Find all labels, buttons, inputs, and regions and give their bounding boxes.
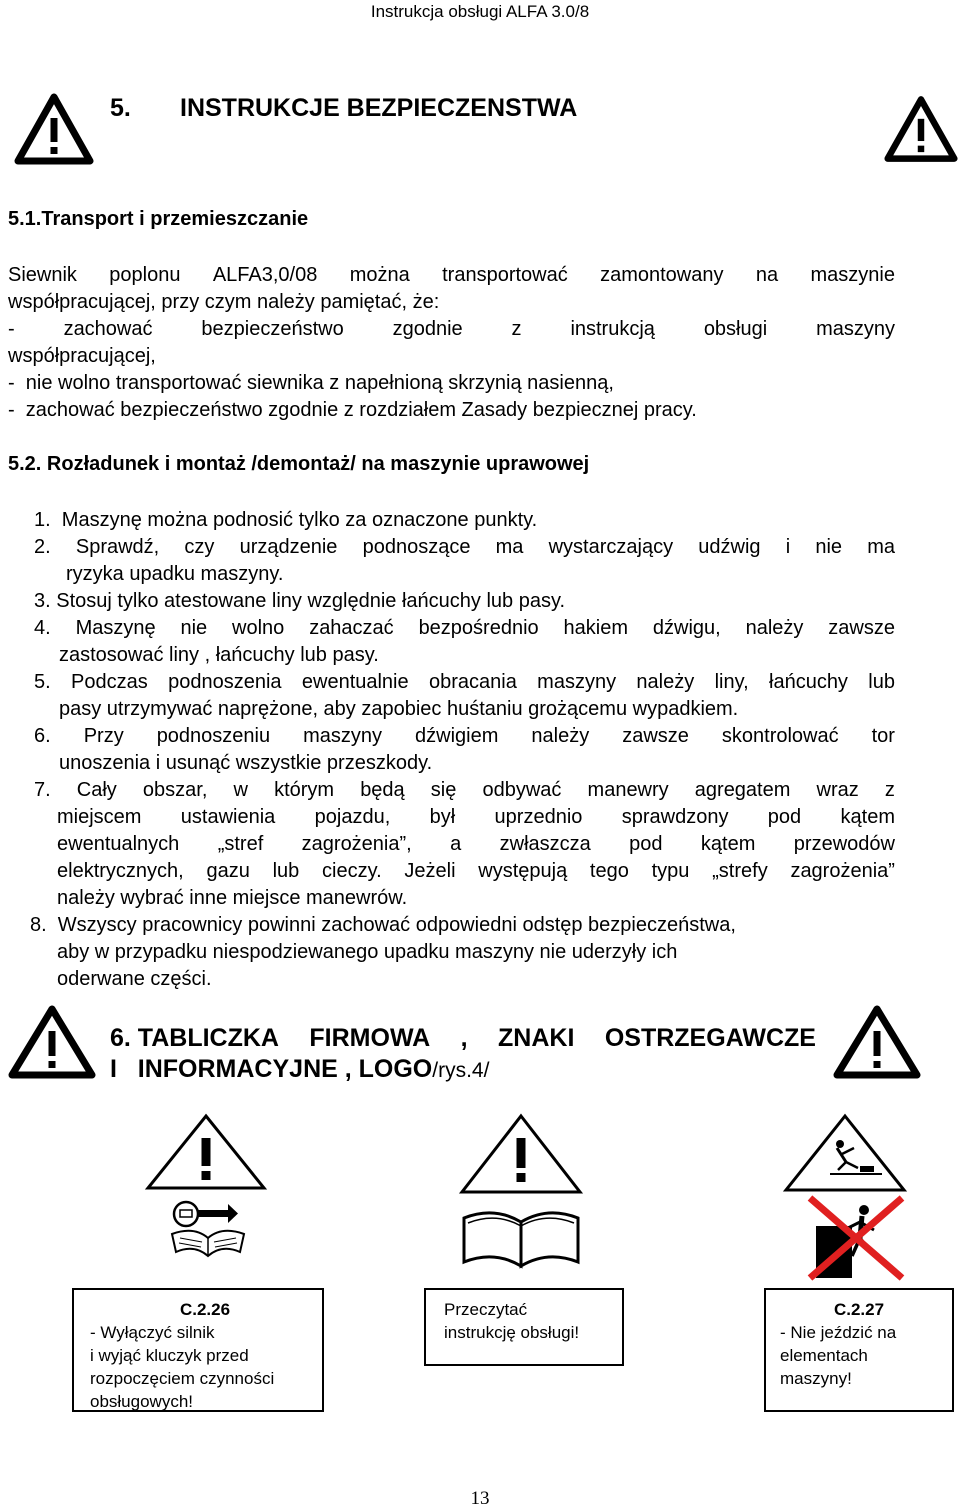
warning-triangle-icon <box>884 92 960 166</box>
word: występują <box>478 860 568 882</box>
word: wystarczający <box>548 536 674 558</box>
word: zamontowany <box>600 264 724 286</box>
s52-item-3: 3. Stosuj tylko atestowane liny względnie łańcuchy lub pasy. <box>34 590 566 612</box>
word: zagrożenia”, <box>301 833 412 855</box>
caption-code: C.2.27 <box>833 1300 885 1319</box>
word: , <box>460 1024 468 1052</box>
word: podnoszące <box>362 536 471 558</box>
s52-item-4-line2: zastosować liny , łańcuchy lub pasy. <box>59 644 379 666</box>
word: nie <box>815 536 843 558</box>
word: będą <box>360 779 405 801</box>
open-book-icon <box>464 1213 578 1266</box>
word: FIRMOWA <box>309 1024 431 1052</box>
word: zwłaszcza <box>499 833 591 855</box>
subsection-5-1-title: 5.1.Transport i przemieszczanie <box>8 208 309 230</box>
word: poplonu <box>109 264 181 286</box>
word: bezpieczeństwo <box>201 318 344 340</box>
s52-item-8-line2: aby w przypadku niespodziewanego upadku maszyny nie uderzyły ich <box>57 941 678 963</box>
word: należy <box>745 617 804 639</box>
s52-item-7-line1 <box>34 779 895 802</box>
word: urządzenie <box>239 536 338 558</box>
word: zachować <box>63 318 153 340</box>
word: dźwigu, <box>652 617 721 639</box>
word: liny, <box>714 671 749 693</box>
s52-item-2-line1 <box>34 536 895 559</box>
word: Cały <box>76 779 117 801</box>
word: skontrolować <box>721 725 839 747</box>
warning-triangle-icon <box>832 1004 922 1080</box>
section-title: INSTRUKCJE BEZPIECZENSTWA <box>180 94 578 122</box>
caption-c-2-26 <box>72 1288 324 1412</box>
word: ALFA3,0/08 <box>212 264 318 286</box>
no-riding-icon <box>810 1198 902 1278</box>
word: którym <box>274 779 335 801</box>
word: pod <box>629 833 663 855</box>
figure-ref: /rys.4/ <box>432 1059 490 1082</box>
word: 6. TABLICZKA <box>110 1024 279 1052</box>
word: miejscem <box>57 806 142 828</box>
word: lub <box>272 860 300 882</box>
word: i <box>785 536 791 558</box>
word: 6. <box>34 725 51 747</box>
word: cieczy. <box>322 860 382 882</box>
word: gazu <box>206 860 250 882</box>
word: lub <box>868 671 895 693</box>
s52-item-5-line1 <box>34 671 895 694</box>
word: 4. <box>34 617 51 639</box>
s52-item-7-line3 <box>57 833 895 856</box>
word: ZNAKI <box>498 1024 575 1052</box>
caption-line: Przeczytać <box>444 1300 528 1319</box>
word: Maszynę <box>75 617 156 639</box>
s52-item-6-line1 <box>34 725 895 748</box>
page-number: 13 <box>470 1488 490 1509</box>
word: Siewnik <box>8 264 77 286</box>
s52-item-1: 1. Maszynę można podnosić tylko za oznaczone punkty. <box>34 509 538 531</box>
word: się <box>430 779 457 801</box>
word: maszyny <box>303 725 383 747</box>
s51-item3: - zachować bezpieczeństwo zgodnie z rozdziałem Zasady bezpiecznej pracy. <box>8 399 697 421</box>
word: 7. <box>34 779 51 801</box>
s52-item-7-line2 <box>57 806 895 829</box>
subsection-5-2-title: 5.2. Rozładunek i montaż /demontaż/ na maszynie uprawowej <box>8 453 590 475</box>
word: udźwig <box>698 536 761 558</box>
word: instrukcją <box>570 318 655 340</box>
word: zahaczać <box>309 617 394 639</box>
word: - <box>8 318 15 340</box>
caption-line: instrukcję obsługi! <box>444 1323 580 1342</box>
s51-item1-line1 <box>8 318 895 341</box>
word: podnoszeniu <box>156 725 271 747</box>
word: Przy <box>83 725 124 747</box>
sign-switch-off-engine <box>142 1110 270 1258</box>
word: należy <box>531 725 590 747</box>
word: zawsze <box>828 617 895 639</box>
word: bezpośrednio <box>418 617 539 639</box>
s52-item-7-line5: należy wybrać inne miejsce manewrów. <box>57 887 408 909</box>
word: obszar, <box>142 779 208 801</box>
word: wraz <box>816 779 859 801</box>
caption-line: rozpoczęciem czynności <box>90 1369 275 1388</box>
word: podnoszenia <box>168 671 282 693</box>
s52-item-6-line2: unoszenia i usunąć wszystkie przeszkody. <box>59 752 433 774</box>
word: przewodów <box>793 833 895 855</box>
word: „stref <box>217 833 264 855</box>
word: ma <box>867 536 895 558</box>
word: z <box>511 318 522 340</box>
word: maszyny <box>816 318 895 340</box>
word: nie <box>180 617 208 639</box>
s52-item-4-line1 <box>34 617 895 640</box>
word: czy <box>184 536 215 558</box>
warning-triangle-icon <box>8 1004 96 1080</box>
word: był <box>429 806 456 828</box>
word: zagrożenia” <box>790 860 895 882</box>
caption-code: C.2.26 <box>179 1300 231 1319</box>
word: odbywać <box>482 779 562 801</box>
word: ewentualnych <box>57 833 180 855</box>
word: „strefy <box>712 860 768 882</box>
word: 2. <box>34 536 51 558</box>
word: maszyny <box>537 671 617 693</box>
open-book-icon <box>172 1231 244 1256</box>
word: transportować <box>442 264 568 286</box>
word: uprzednio <box>494 806 583 828</box>
word: łańcuchy <box>769 671 848 693</box>
word: wolno <box>232 617 285 639</box>
sign-read-manual <box>456 1110 586 1270</box>
word: kątem <box>700 833 756 855</box>
section-number: 5. <box>110 94 131 122</box>
word: można <box>349 264 410 286</box>
word: agregatem <box>694 779 791 801</box>
caption-read-manual <box>424 1288 624 1366</box>
s51-intro-line1 <box>8 264 895 287</box>
warning-triangle-icon <box>14 92 94 166</box>
word: Podczas <box>71 671 148 693</box>
word: ma <box>495 536 524 558</box>
page-header: Instrukcja obsługi ALFA 3.0/8 <box>370 2 590 21</box>
person-falling-icon <box>830 1140 882 1174</box>
caption-c-2-27 <box>764 1288 954 1412</box>
word: ustawienia <box>180 806 276 828</box>
word: w <box>233 779 248 801</box>
word: typu <box>651 860 690 882</box>
word: Sprawdź, <box>75 536 160 558</box>
word: tor <box>871 725 895 747</box>
s52-item-8-line3: oderwane części. <box>57 968 212 990</box>
word: na <box>755 264 779 286</box>
caption-line: i wyjąć kluczyk przed <box>90 1346 249 1365</box>
word: obsługi <box>703 318 768 340</box>
s52-item-7-line4 <box>57 860 895 883</box>
word: należy <box>636 671 695 693</box>
word: z <box>884 779 895 801</box>
caption-line: maszyny! <box>780 1369 852 1388</box>
s52-item-8-line1: 8. Wszyscy pracownicy powinni zachować odpowiedni odstęp bezpieczeństwa, <box>30 914 736 936</box>
key-icon <box>174 1202 238 1226</box>
word: OSTRZEGAWCZE <box>604 1024 816 1052</box>
s51-intro-line2: współpracującej, przy czym należy pamiętać, że: <box>8 291 440 313</box>
word: hakiem <box>563 617 629 639</box>
word: dźwigiem <box>415 725 499 747</box>
s52-item-2-line2: ryzyka upadku maszyny. <box>66 563 284 585</box>
word: zgodnie <box>392 318 463 340</box>
section-6-heading-line2 <box>110 1055 489 1084</box>
word: pod <box>767 806 802 828</box>
caption-line: obsługowych! <box>90 1392 194 1411</box>
word: kątem <box>840 806 895 828</box>
word: 5. <box>34 671 51 693</box>
word: tego <box>589 860 629 882</box>
word: maszynie <box>810 264 895 286</box>
word: manewry <box>587 779 669 801</box>
word: elektrycznych, <box>57 860 184 882</box>
s51-item2: - nie wolno transportować siewnika z napełnioną skrzynią nasienną, <box>8 372 614 394</box>
word: pojazdu, <box>314 806 391 828</box>
caption-line: elementach <box>780 1346 868 1365</box>
caption-line: - Wyłączyć silnik <box>90 1323 215 1342</box>
section-5-heading <box>110 94 577 123</box>
word: a <box>450 833 462 855</box>
section-6-heading-line1 <box>110 1024 816 1053</box>
word: ewentualnie <box>301 671 409 693</box>
word: zawsze <box>622 725 689 747</box>
sign-no-riding <box>780 1110 910 1282</box>
s52-item-5-line2: pasy utrzymywać naprężone, aby zapobiec huśtaniu grożącemu wypadkiem. <box>59 698 739 720</box>
s51-item1-line2: współpracującej, <box>8 345 156 367</box>
word: sprawdzony <box>621 806 729 828</box>
section-6-heading-text: I INFORMACYJNE , LOGO <box>110 1055 433 1083</box>
word: Jeżeli <box>404 860 456 882</box>
caption-line: - Nie jeździć na <box>780 1323 897 1342</box>
word: obracania <box>428 671 517 693</box>
